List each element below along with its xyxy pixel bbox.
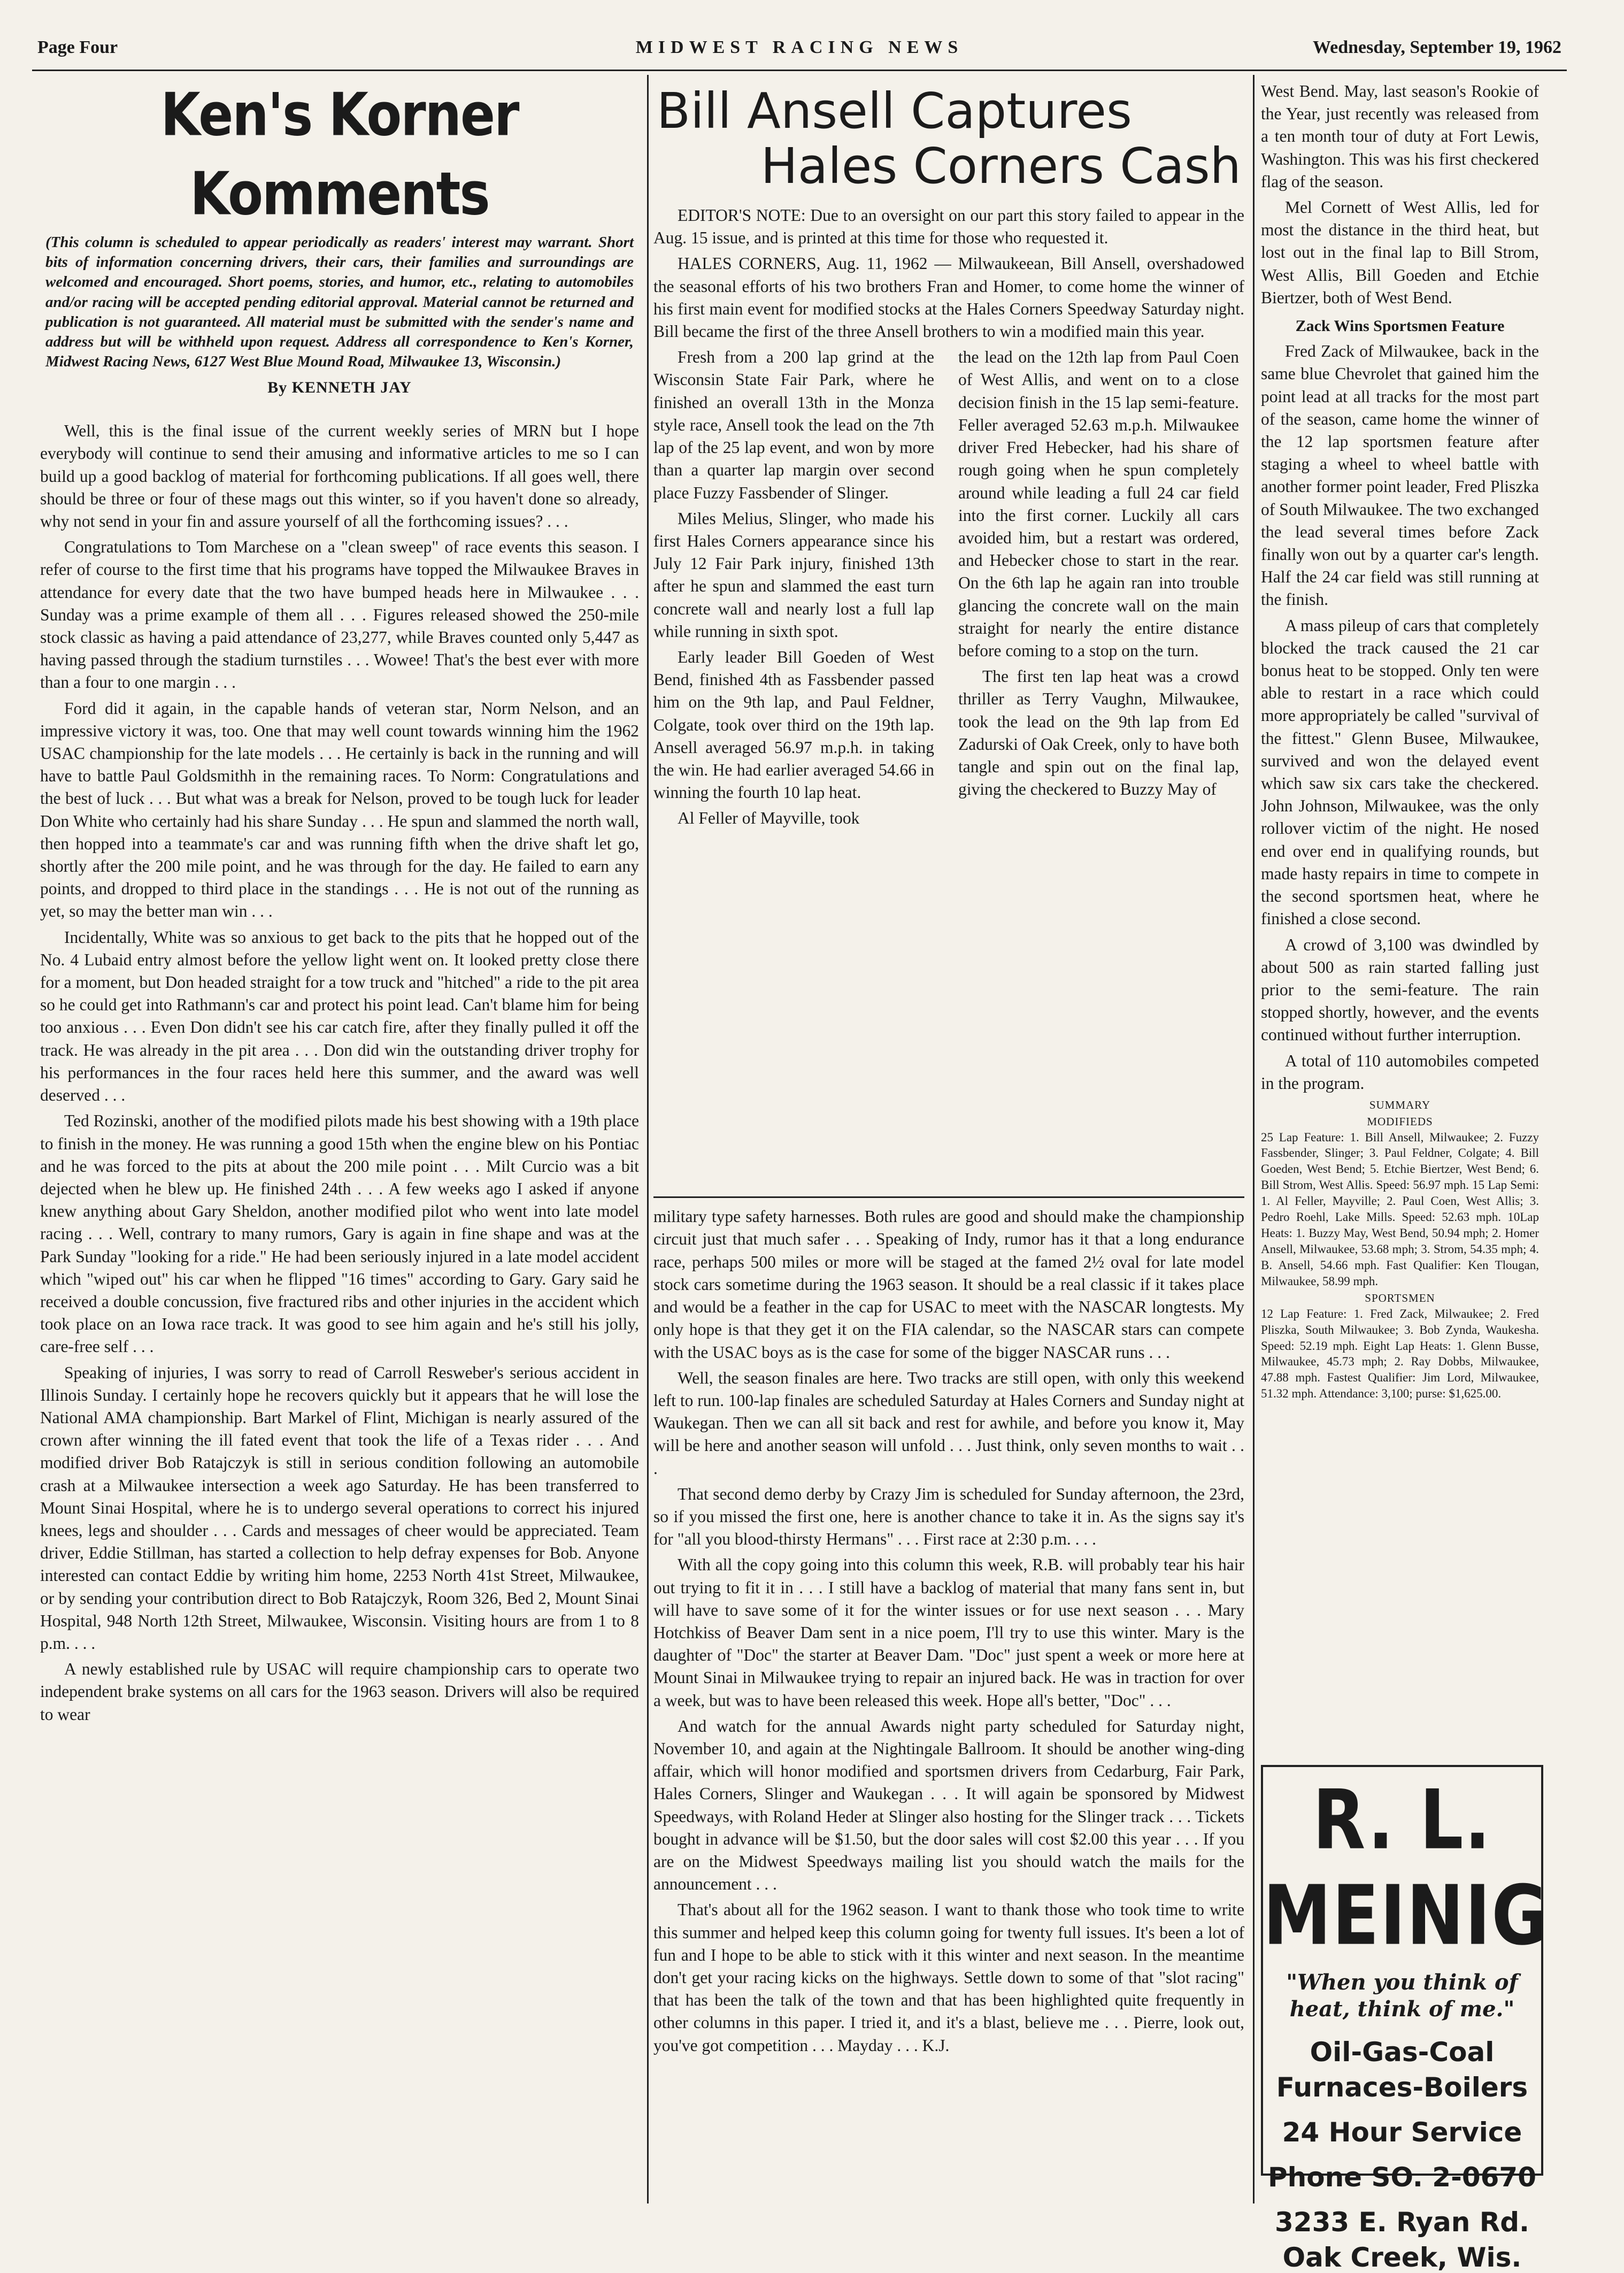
ad-tagline	[1263, 1969, 1541, 2023]
paragraph: HALES CORNERS, Aug. 11, 1962 — Milwaukeean, Bill Ansell, overshadowed the seasonal efforts of his two brothers Fran and Homer, to come home the winner of his first main event for modified stocks at the Hales Corners Speedway Saturday night. Bill became the first of the three Ansell brothers to win a modified main this year.	[653, 254, 1244, 341]
headline-line-1: Bill Ansell Captures	[657, 82, 1132, 140]
paragraph: Speaking of injuries, I was sorry to read of Carroll Resweber's serious accident in Illinois Sunday. I certainly hope he recovers quickly but it appears that he will lose the National AMA championship. Bart Markel of Flint, Michigan is nearly assured of the crown after winning the ill fated event that took the life of a Texas rider . . . And modified driver Bob Ratajczyk is still in serious condition following an automobile crash at a Milwaukee intersection a week ago Saturday. He has been transferred to Mount Sinai Hospital, where he is to undergo several operations to correct his injured knees, legs and shoulder . . . Cards and messages of cheer would be appreciated. Team driver, Eddie Stillman, has started a collection to help defray expenses for Bob. Anyone interested can contact Eddie by writing him home, 2253 North 41st Street, Milwaukee, or by sending your contribution direct to Bob Ratajczyk, Room 326, Bed 2, Mount Sinai Hospital, 948 North 12th Street, Milwaukee, Wisconsin. Visiting hours are from 1 to 8 p.m. . . .	[40, 1363, 639, 1653]
ad-line-fuel: Oil-Gas-Coal	[1310, 2037, 1495, 2068]
sportsmen-results: 12 Lap Feature: 1. Fred Zack, Milwaukee; 2. Fred Pliszka, South Milwaukee; 3. Bob Zynda, Waukesha. Speed: 52.19 mph. Eight Lap Heats: 1. Glenn Busse, Milwaukee, 45.73 mph; 2. Ray Dobbs, Milwaukee, 47.88 mph. Fastest Qualifier: Jim Lord, Milwaukee, 51.32 mph. Attendance: 3,100; purse: $1,625.00.	[1261, 1307, 1539, 1401]
column-race-summary	[1261, 80, 1539, 1754]
subcolumn-b	[958, 346, 1239, 804]
paragraph: A crowd of 3,100 was dwindled by about 500 as rain started falling just prior to the semi-feature. The rain stopped shortly, however, and the events continued without further interruption.	[1261, 935, 1539, 1045]
paragraph: And watch for the annual Awards night party scheduled for Saturday night, November 10, and again at the Nightingale Ballroom. It should be another wing-ding affair, which will honor modified and sportsmen drivers from Cedarburg, Fair Park, Hales Corners, Slinger and Waukegan . . . It will again be sponsored by Midwest Speedways, with Roland Heder at Slinger also hosting for the Slinger track . . . Tickets bought in advance will be $1.50, but the door sales will cost $2.00 this year . . . If you are on the Midwest Speedways mailing list you should watch the mails for the announcement . . .	[653, 1716, 1244, 1894]
subheadline-zack: Zack Wins Sportsmen Feature	[1295, 317, 1505, 335]
ad-business-name: R. L. MEINIG	[1263, 1772, 1549, 1964]
subcolumn-a	[653, 346, 934, 833]
column-bill-ansell	[653, 80, 1244, 2220]
paragraph: That second demo derby by Crazy Jim is scheduled for Sunday afternoon, the 23rd, so if you missed the first one, here is another chance to take it in. As the signs say it's for "all you blood-thirsty Hermans" . . . First race at 2:30 p.m. . . .	[653, 1484, 1244, 1549]
ad-line-city: Oak Creek, Wis.	[1282, 2242, 1522, 2273]
sportsmen-heading: SPORTSMEN	[1365, 1292, 1435, 1305]
paragraph: Ford did it again, in the capable hands of veteran star, Norm Nelson, and an impressive victory it was, too. One that may well count towards winning him the 1962 USAC championship for the late models . . . He certainly is back in the running and will have to battle Paul Goldsmithh in the remaining races. To Norm: Congratulations and the best of luck . . . But what was a break for Nelson, proved to be tough luck for leader Don White who certainly had his share Sunday . . . He spun and slammed the north wall, then hopped into a teammate's car and was running fifth when the drive shaft let go, shortly after the 200 mile point, and he was through for the day. He failed to earn any points, and dropped to third place in the standings . . . He is not out of the running as yet, so may the better man win . . .	[40, 698, 639, 921]
paragraph: the lead on the 12th lap from Paul Coen of West Allis, and went on to a close decision finish in the 15 lap semi-feature. Feller averaged 52.63 m.p.h. Milwaukee driver Fred Hebecker, had his share of rough going when he spun completely around while leading a full 24 car field into the first corner. Luckily all cars avoided him, but a restart was ordered, and Hebecker chose to start in the rear. On the 6th lap he again ran into trouble glancing the concrete wall on the main straight for nearly the entire distance before coming to a stop on the turn.	[958, 348, 1239, 660]
ad-line-address: 3233 E. Ryan Rd.	[1274, 2207, 1529, 2238]
issue-date: Wednesday, September 19, 1962	[1312, 37, 1561, 57]
ad-tagline-1: "When you think of	[1286, 1970, 1518, 1995]
paragraph: West Bend. May, last season's Rookie of the Year, just recently was released from a ten month tour of duty at Fort Lewis, Washington. This was his first checkered flag of the season.	[1261, 82, 1539, 191]
advertisement-meinig	[1261, 1765, 1549, 2273]
paragraph: Mel Cornett of West Allis, led for most the distance in the third heat, but lost out in the final lap to Bill Strom, West Allis, Bill Goeden and Etchie Biertzer, both of West Bend.	[1261, 198, 1539, 307]
paragraph: A total of 110 automobiles competed in the program.	[1261, 1051, 1539, 1093]
paragraph: A mass pileup of cars that completely blocked the track caused the 21 car bonus heat to be stopped. Only ten were able to restart in a race which could more appropriately be called "survival of the fittest." Glenn Busee, Milwaukee, survived and won the delayed event which saw six cars take the checkered. John Johnson, Milwaukee, was the only rollover victim of the night. He nosed end over end in qualifying rounds, but made hasty repairs in time to compete in the second sportsmen heat, where he finished a close second.	[1261, 616, 1539, 928]
paragraph: Fresh from a 200 lap grind at the Wisconsin State Fair Park, where he finished an overall 13th in the Monza style race, Ansell took the lead on the 7th lap of the 25 lap event, and won by more than a quarter lap margin over second place Fuzzy Fassbender of Slinger.	[653, 348, 934, 502]
editors-note: EDITOR'S NOTE: Due to an oversight on our part this story failed to appear in the Aug. 15 issue, and is printed at this time for those who requested it.	[653, 206, 1244, 248]
summary-heading: SUMMARY	[1369, 1098, 1431, 1111]
modifieds-results: 25 Lap Feature: 1. Bill Ansell, Milwaukee; 2. Fuzzy Fassbender, Slinger; 3. Paul Feldner, Colgate; 4. Bill Goeden, West Bend; 5. Etchie Biertzer, West Bend; 6. Bill Strom, West Allis. Speed: 56.97 mph. 15 Lap Semi: 1. Al Feller, Mayville; 2. Paul Coen, West Allis; 3. Pedro Roehl, Lake Mills. Speed: 52.63 mph. 10Lap Heats: 1. Buzzy May, West Bend, 50.94 mph; 2. Homer Ansell, Milwaukee, 53.68 mph; 3. Strom, 54.35 mph; 4. B. Ansell, 54.66 mph. Fast Qualifier: Ken Tlougan, Milwaukee, 58.99 mph.	[1261, 1130, 1539, 1288]
section-rule	[653, 1196, 1244, 1198]
story-subcolumns	[653, 346, 1244, 1191]
masthead-rule	[32, 70, 1567, 71]
ad-tagline-2: heat, think of me."	[1289, 1996, 1515, 2022]
paragraph: Incidentally, White was so anxious to get back to the pits that he hopped out of the No. 4 Lubaid entry almost before the yellow light went on. It looked pretty close there for a moment, but Don headed straight for a tow truck and "hitched" a ride to the pit area so he could get into Rathmann's car and protect his point lead. Can't blame him for being too anxious . . . Even Don didn't see his car catch fire, after they finally pulled it off the track. He was already in the pit area . . . Don did win the outstanding driver trophy for his performances in the four races held here this summer, and the award was well deserved . . .	[40, 927, 639, 1105]
masthead	[37, 32, 1561, 64]
paragraph: With all the copy going into this column this week, R.B. will probably tear his hair out trying to fit it in . . . I still have a backlog of material that many fans sent in, but will have to save some of it for the winter issues or for use next season . . . Mary Hotchkiss of Beaver Dam sent in a nice poem, I'll try to use this winter. Mary is the daughter of "Doc" the starter at Beaver Dam. "Doc" just spent a week or more here at Mount Sinai in Milwaukee trying to repair an injured back. He was in traction for over a week, but was to have been released this week. Hope all's better, "Doc" . . .	[653, 1555, 1244, 1710]
column-kens-korner	[40, 80, 639, 2220]
headline-bill-ansell	[653, 83, 1244, 194]
paragraph: military type safety harnesses. Both rules are good and should make the championship circuit just that much safer . . . Speaking of Indy, rumor has it that a long endurance race, perhaps 500 miles or more will be staged at the famed 2½ oval for late model stock cars sometime during the 1963 season. It should be a real classic if it takes place and would be a feather in the cap for USAC to meet with the NASCAR longtests. My only hope is that they get it on the FIA calendar, so the NASCAR stars can compete with the USAC boys as is the case for some of the bigger NASCAR runs . . .	[653, 1207, 1244, 1362]
column-divider-2	[1253, 75, 1254, 2203]
paragraph: Al Feller of Mayville, took	[678, 809, 860, 828]
paragraph: Well, this is the final issue of the current weekly series of MRN but I hope everybody will continue to send their amusing and informative articles to me so I can build up a good backlog of material for forthcoming publications. If all goes well, there should be three or four of these mags out this winter, so if you haven't done so already, why not send in your fin and assure yourself of all the forthcoming issues? . . .	[40, 421, 639, 531]
paragraph: Miles Melius, Slinger, who made his first Hales Corners appearance since his July 12 Fair Park injury, finished 13th after he spun and slammed the east turn concrete wall and nearly lost a full lap while running in sixth spot.	[653, 509, 934, 641]
ad-line-furnaces: Furnaces-Boilers	[1276, 2072, 1528, 2103]
paragraph: Congratulations to Tom Marchese on a "clean sweep" of race events this season. I refer of course to the first time that his programs have topped the Milwaukee Braves in attendance for every date that the two have bumped heads here in Milwaukee . . . Sunday was a prime example of them all . . . Figures released showed the 250-mile stock classic as having a paid attendance of 23,277, while Braves counted only 5,447 as having passed through the stadium turnstiles . . . Wowee! That's the best ever with more than a four to one margin . . .	[40, 537, 639, 692]
headline-line-2: Hales Corners Cash	[760, 137, 1241, 195]
newspaper-name: MIDWEST RACING NEWS	[635, 37, 964, 57]
column-divider-1	[647, 75, 649, 2203]
headline-kens-korner: Ken's Korner Komments	[160, 80, 519, 228]
paragraph: A newly established rule by USAC will require championship cars to operate two independent brake systems on all cars for the 1963 season. Drivers will also be required to wear	[40, 1660, 639, 1724]
byline: By KENNETH JAY	[267, 379, 412, 397]
paragraph: Ted Rozinski, another of the modified pilots made his best showing with a 19th place to finish in the money. He was running a good 15th when the engine blew on his Pontiac and he was forced to the pits at about the 200 mile point . . . Milt Curcio was a bit dejected when he blew up. He finished 24th . . . A few weeks ago I asked if anyone knew anything about Gary Sheldon, another modified pilot who went into late model racing . . . Well, contrary to many rumors, Gary is again in fine shape and was at the Park Sunday "looking for a ride." He had been seriously injured in a late model accident which "wiped out" his car when he flipped "16 times" according to Gary. Gary said he received a double concussion, five fractured ribs and other injuries in the accident which took place on an Iowa race track. It was good to see him again and he's still his jolly, care-free self . . .	[40, 1111, 639, 1356]
paragraph: Early leader Bill Goeden of West Bend, finished 4th as Fassbender passed him on the 9th lap, and Paul Feldner, Colgate, took over third on the 19th lap. Ansell averaged 56.97 m.p.h. in taking the win. He had earlier averaged 54.66 in winning the fourth 10 lap heat.	[653, 647, 934, 802]
column-note: (This column is scheduled to appear periodically as readers' interest may warrant. Short bits of information concerning drivers, their cars, their families and surroundings are welcomed and encouraged. Short poems, stories, and humor, etc., relating to automobiles and/or racing will be accepted pending editorial approval. Material cannot be returned and publication is not guaranteed. All material must be submitted with the sender's name and address but will be withheld upon request. Address all correspondence to Ken's Korner, Midwest Racing News, 6127 West Blue Mound Road, Milwaukee 13, Wisconsin.)	[45, 234, 634, 370]
paragraph: The first ten lap heat was a crowd thriller as Terry Vaughn, Milwaukee, took the lead on the 9th lap from Ed Zadurski of Oak Creek, only to have both tangle and spin out on the final lap, giving the checkered to Buzzy May of	[958, 667, 1239, 799]
results-summary	[1261, 1098, 1539, 1402]
paragraph: Fred Zack of Milwaukee, back in the same blue Chevrolet that gained him the point lead at all tracks for the most part of the season, came home the winner of the 12 lap sportsmen feature after staging a wheel to wheel battle with another former point leader, Fred Pliszka of South Milwaukee. The two exchanged the lead several times before Zack finally won out by a quarter car's length. Half the 24 car field was still running at the finish.	[1261, 342, 1539, 609]
paragraph: That's about all for the 1962 season. I want to thank those who took time to write this summer and helped keep this column going for twenty full issues. It's been a lot of fun and I hope to be able to stick with it this winter and next season. In the meantime don't get your racing kicks on the highways. Settle down to some of that "slot racing" that has been the talk of the town and that has been highlighted quite frequently in other columns in this paper. I tried it, and it's a blast, believe me . . . Pierre, look out, you've got competition . . . Mayday . . . K.J.	[653, 1900, 1244, 2055]
ad-line-service: 24 Hour Service	[1282, 2117, 1522, 2148]
paragraph: Well, the season finales are here. Two tracks are still open, with only this weekend left to run. 100-lap finales are scheduled Saturday at Hales Corners and Sunday night at Waukegan. Then we can all sit back and rest for awhile, and before you know it, May will be here and another season will unfold . . . Just think, only seven months to wait . . .	[653, 1368, 1244, 1478]
ad-line-phone: Phone SO. 2-0670	[1267, 2162, 1537, 2193]
page-number: Page Four	[37, 37, 118, 57]
modifieds-heading: MODIFIEDS	[1367, 1115, 1433, 1128]
